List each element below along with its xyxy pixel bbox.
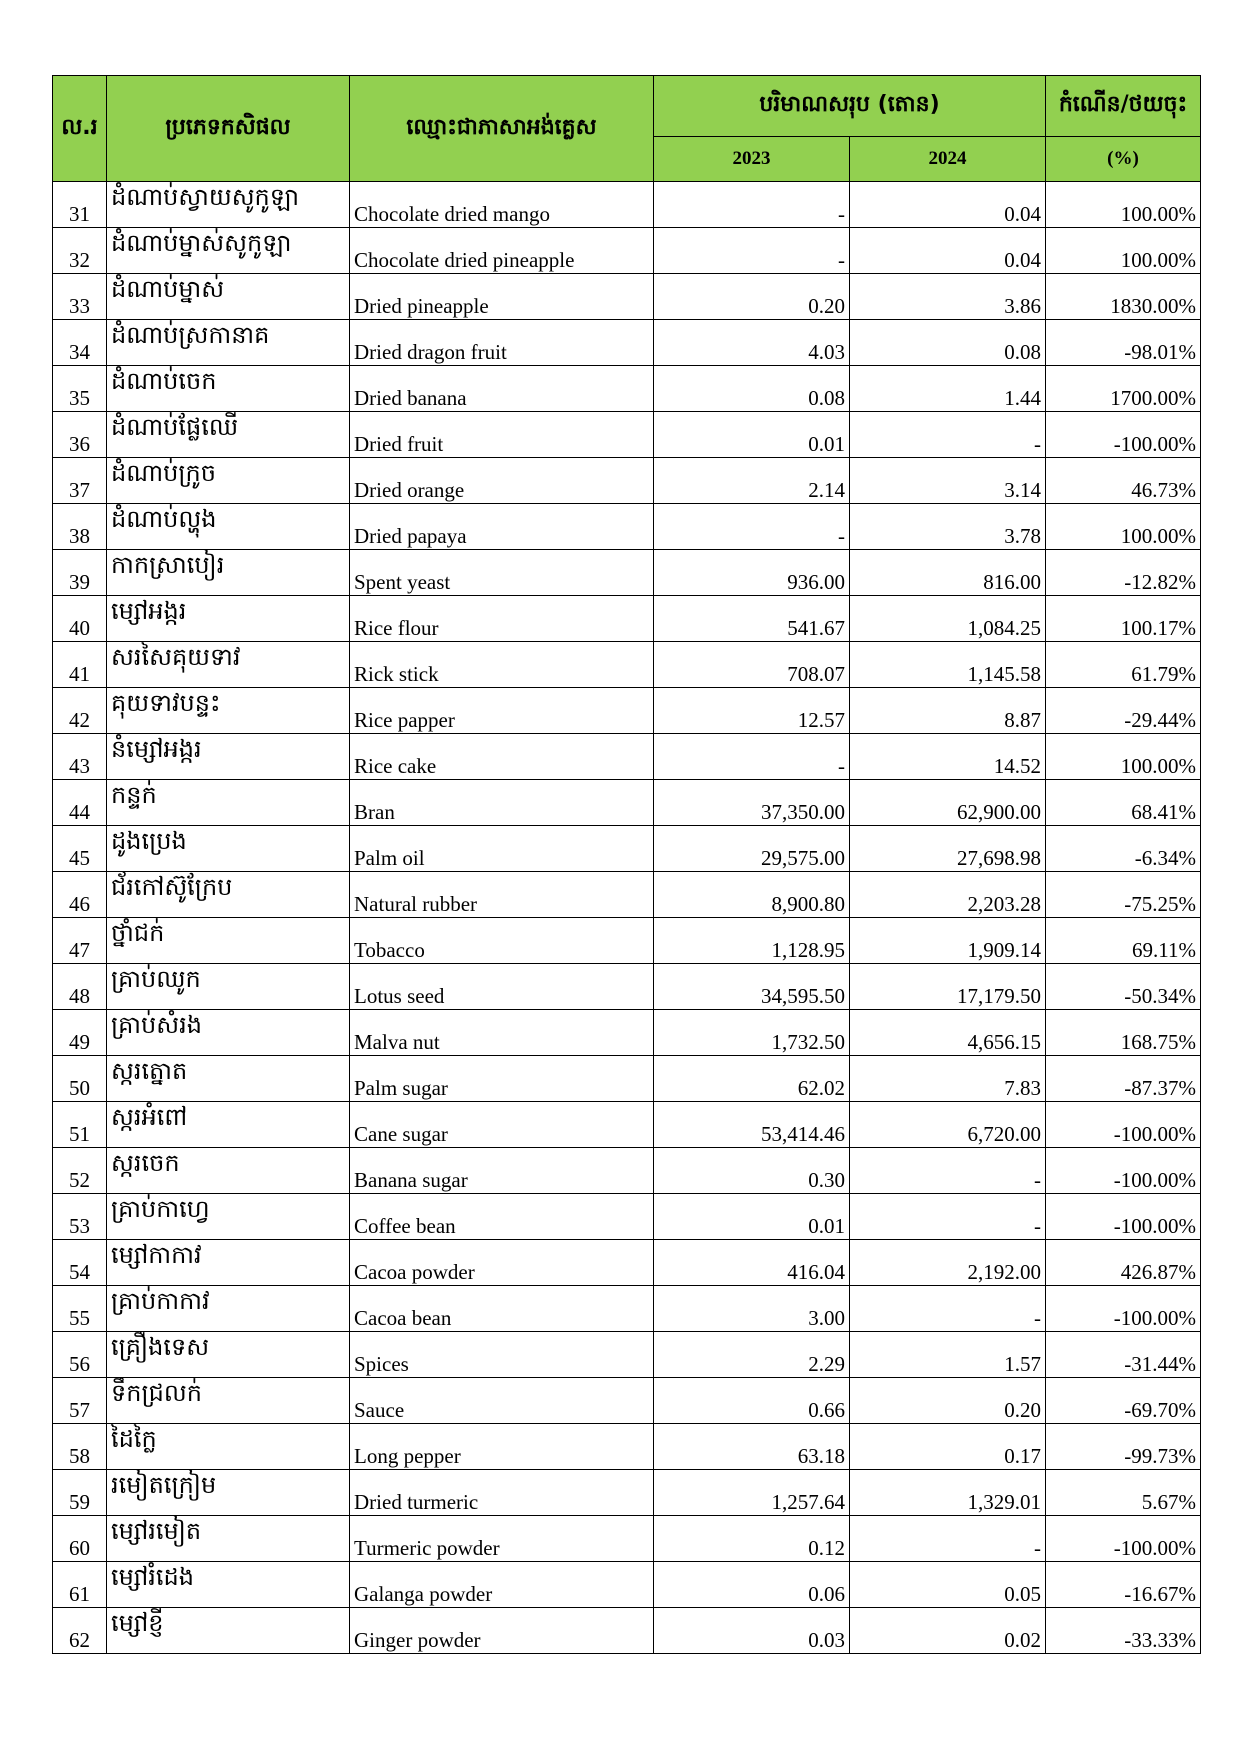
cell-growth-percent: -16.67%	[1046, 1562, 1201, 1608]
table-row	[53, 872, 1201, 918]
table-row	[53, 458, 1201, 504]
table-row	[53, 1102, 1201, 1148]
cell-volume-2024: 0.05	[850, 1562, 1046, 1608]
cell-volume-2023: 53,414.46	[654, 1102, 850, 1148]
table-body	[53, 182, 1201, 1654]
col-header-english-name: ឈ្មោះជាភាសាអង់គ្លេស	[350, 76, 654, 182]
cell-volume-2023: 12.57	[654, 688, 850, 734]
table-row	[53, 780, 1201, 826]
cell-english-name: Rice flour	[350, 596, 654, 642]
cell-no: 33	[53, 274, 107, 320]
cell-english-name: Dried papaya	[350, 504, 654, 550]
table-row	[53, 1470, 1201, 1516]
cell-product-type: គ្រឿងទេស	[107, 1332, 350, 1378]
cell-english-name: Long pepper	[350, 1424, 654, 1470]
cell-english-name: Chocolate dried pineapple	[350, 228, 654, 274]
cell-no: 42	[53, 688, 107, 734]
cell-product-type: ទឹកជ្រលក់	[107, 1378, 350, 1424]
cell-no: 43	[53, 734, 107, 780]
cell-growth-percent: -99.73%	[1046, 1424, 1201, 1470]
col-header-product-type: ប្រភេទកសិផល	[107, 76, 350, 182]
cell-english-name: Chocolate dried mango	[350, 182, 654, 228]
cell-growth-percent: 1700.00%	[1046, 366, 1201, 412]
cell-no: 39	[53, 550, 107, 596]
cell-volume-2023: -	[654, 182, 850, 228]
col-header-growth: កំណើន/ថយចុះ	[1046, 76, 1201, 137]
cell-product-type: គុយទាវបន្ទះ	[107, 688, 350, 734]
cell-growth-percent: -100.00%	[1046, 1286, 1201, 1332]
cell-growth-percent: 168.75%	[1046, 1010, 1201, 1056]
cell-growth-percent: -100.00%	[1046, 412, 1201, 458]
cell-english-name: Palm oil	[350, 826, 654, 872]
cell-english-name: Natural rubber	[350, 872, 654, 918]
table-row	[53, 1286, 1201, 1332]
cell-product-type: គ្រាប់កាកាវ	[107, 1286, 350, 1332]
cell-no: 48	[53, 964, 107, 1010]
col-header-year-2023: 2023	[654, 137, 850, 182]
cell-volume-2024: 0.17	[850, 1424, 1046, 1470]
cell-volume-2023: 8,900.80	[654, 872, 850, 918]
cell-english-name: Bran	[350, 780, 654, 826]
cell-growth-percent: -69.70%	[1046, 1378, 1201, 1424]
cell-volume-2024: 7.83	[850, 1056, 1046, 1102]
cell-no: 34	[53, 320, 107, 366]
cell-growth-percent: 5.67%	[1046, 1470, 1201, 1516]
cell-no: 32	[53, 228, 107, 274]
cell-product-type: ដំណាប់ក្រូច	[107, 458, 350, 504]
cell-growth-percent: 100.00%	[1046, 228, 1201, 274]
cell-english-name: Dried orange	[350, 458, 654, 504]
cell-english-name: Cane sugar	[350, 1102, 654, 1148]
cell-volume-2024: 4,656.15	[850, 1010, 1046, 1056]
cell-english-name: Tobacco	[350, 918, 654, 964]
table-row	[53, 1010, 1201, 1056]
cell-english-name: Rice cake	[350, 734, 654, 780]
cell-volume-2024: 1,329.01	[850, 1470, 1046, 1516]
cell-english-name: Turmeric powder	[350, 1516, 654, 1562]
cell-volume-2023: -	[654, 734, 850, 780]
table-row	[53, 1516, 1201, 1562]
cell-volume-2024: 2,192.00	[850, 1240, 1046, 1286]
cell-volume-2023: 0.01	[654, 1194, 850, 1240]
cell-volume-2023: 37,350.00	[654, 780, 850, 826]
cell-product-type: គ្រាប់សំរង	[107, 1010, 350, 1056]
cell-growth-percent: 100.00%	[1046, 504, 1201, 550]
table-row	[53, 642, 1201, 688]
cell-product-type: ជ័រកៅស៊ូក្រែប	[107, 872, 350, 918]
cell-volume-2023: 708.07	[654, 642, 850, 688]
cell-growth-percent: -75.25%	[1046, 872, 1201, 918]
cell-growth-percent: -29.44%	[1046, 688, 1201, 734]
cell-volume-2023: 0.30	[654, 1148, 850, 1194]
cell-product-type: ស្ករត្នោត	[107, 1056, 350, 1102]
table-row	[53, 1194, 1201, 1240]
cell-no: 51	[53, 1102, 107, 1148]
cell-english-name: Spent yeast	[350, 550, 654, 596]
table-row	[53, 182, 1201, 228]
cell-product-type: ដំណាប់ម្នាស់សូកូឡា	[107, 228, 350, 274]
cell-volume-2024: 0.08	[850, 320, 1046, 366]
cell-volume-2023: 1,128.95	[654, 918, 850, 964]
cell-growth-percent: -33.33%	[1046, 1608, 1201, 1654]
table-row	[53, 1240, 1201, 1286]
cell-product-type: ដូងប្រេង	[107, 826, 350, 872]
cell-volume-2023: 1,732.50	[654, 1010, 850, 1056]
cell-no: 38	[53, 504, 107, 550]
cell-product-type: ដំណាប់ស្រកានាគ	[107, 320, 350, 366]
cell-no: 36	[53, 412, 107, 458]
cell-no: 62	[53, 1608, 107, 1654]
cell-volume-2023: 63.18	[654, 1424, 850, 1470]
table-row	[53, 1608, 1201, 1654]
cell-volume-2023: 0.06	[654, 1562, 850, 1608]
cell-growth-percent: -50.34%	[1046, 964, 1201, 1010]
cell-growth-percent: 100.00%	[1046, 734, 1201, 780]
cell-product-type: ម្សៅរំដេង	[107, 1562, 350, 1608]
cell-volume-2023: 1,257.64	[654, 1470, 850, 1516]
cell-growth-percent: -100.00%	[1046, 1516, 1201, 1562]
cell-growth-percent: -100.00%	[1046, 1194, 1201, 1240]
cell-growth-percent: -31.44%	[1046, 1332, 1201, 1378]
cell-product-type: ម្សៅខ្ញី	[107, 1608, 350, 1654]
cell-volume-2023: 3.00	[654, 1286, 850, 1332]
cell-volume-2024: 1.57	[850, 1332, 1046, 1378]
cell-volume-2024: 1.44	[850, 366, 1046, 412]
table-row	[53, 734, 1201, 780]
cell-volume-2024: -	[850, 1194, 1046, 1240]
cell-product-type: ដៃក្លៃ	[107, 1424, 350, 1470]
cell-product-type: នំម្សៅអង្ករ	[107, 734, 350, 780]
table-row	[53, 550, 1201, 596]
cell-growth-percent: 100.00%	[1046, 182, 1201, 228]
cell-product-type: ម្សៅអង្ករ	[107, 596, 350, 642]
cell-volume-2024: 6,720.00	[850, 1102, 1046, 1148]
cell-volume-2023: 2.29	[654, 1332, 850, 1378]
cell-product-type: សរសៃគុយទាវ	[107, 642, 350, 688]
cell-english-name: Cacoa bean	[350, 1286, 654, 1332]
cell-product-type: ស្ករអំពៅ	[107, 1102, 350, 1148]
cell-no: 57	[53, 1378, 107, 1424]
cell-no: 54	[53, 1240, 107, 1286]
table-row	[53, 1332, 1201, 1378]
cell-product-type: កាកស្រាបៀរ	[107, 550, 350, 596]
cell-volume-2024: 0.04	[850, 182, 1046, 228]
cell-product-type: ដំណាប់ល្ហុង	[107, 504, 350, 550]
cell-volume-2024: -	[850, 412, 1046, 458]
cell-no: 53	[53, 1194, 107, 1240]
cell-volume-2023: 4.03	[654, 320, 850, 366]
cell-volume-2024: 0.02	[850, 1608, 1046, 1654]
cell-growth-percent: -12.82%	[1046, 550, 1201, 596]
cell-english-name: Banana sugar	[350, 1148, 654, 1194]
cell-no: 50	[53, 1056, 107, 1102]
cell-volume-2024: 27,698.98	[850, 826, 1046, 872]
cell-volume-2023: 0.03	[654, 1608, 850, 1654]
cell-product-type: ដំណាប់ស្វាយសូកូឡា	[107, 182, 350, 228]
cell-no: 55	[53, 1286, 107, 1332]
cell-no: 59	[53, 1470, 107, 1516]
cell-product-type: ដំណាប់ម្នាស់	[107, 274, 350, 320]
cell-no: 35	[53, 366, 107, 412]
table-row	[53, 1378, 1201, 1424]
cell-english-name: Cacoa powder	[350, 1240, 654, 1286]
cell-english-name: Rice papper	[350, 688, 654, 734]
cell-english-name: Ginger powder	[350, 1608, 654, 1654]
cell-english-name: Dried banana	[350, 366, 654, 412]
col-header-total-volume: បរិមាណសរុប (តោន)	[654, 76, 1046, 137]
cell-volume-2024: 3.86	[850, 274, 1046, 320]
cell-english-name: Palm sugar	[350, 1056, 654, 1102]
cell-product-type: រមៀតក្រៀម	[107, 1470, 350, 1516]
cell-no: 40	[53, 596, 107, 642]
cell-growth-percent: -6.34%	[1046, 826, 1201, 872]
table-row	[53, 1424, 1201, 1470]
cell-volume-2023: 0.66	[654, 1378, 850, 1424]
cell-volume-2024: 17,179.50	[850, 964, 1046, 1010]
cell-english-name: Malva nut	[350, 1010, 654, 1056]
cell-volume-2023: 0.20	[654, 274, 850, 320]
cell-volume-2023: 34,595.50	[654, 964, 850, 1010]
cell-product-type: ដំណាប់ចេក	[107, 366, 350, 412]
cell-product-type: ថ្នាំជក់	[107, 918, 350, 964]
cell-english-name: Dried dragon fruit	[350, 320, 654, 366]
cell-volume-2024: -	[850, 1286, 1046, 1332]
cell-growth-percent: 61.79%	[1046, 642, 1201, 688]
cell-volume-2024: 3.78	[850, 504, 1046, 550]
cell-volume-2023: 541.67	[654, 596, 850, 642]
cell-volume-2024: -	[850, 1516, 1046, 1562]
cell-volume-2023: 416.04	[654, 1240, 850, 1286]
cell-growth-percent: 46.73%	[1046, 458, 1201, 504]
cell-volume-2023: 62.02	[654, 1056, 850, 1102]
cell-volume-2024: 8.87	[850, 688, 1046, 734]
cell-product-type: ស្ករចេក	[107, 1148, 350, 1194]
table-row	[53, 504, 1201, 550]
cell-volume-2024: 62,900.00	[850, 780, 1046, 826]
cell-volume-2023: -	[654, 228, 850, 274]
cell-no: 61	[53, 1562, 107, 1608]
cell-no: 31	[53, 182, 107, 228]
cell-product-type: ម្សៅរមៀត	[107, 1516, 350, 1562]
cell-english-name: Spices	[350, 1332, 654, 1378]
col-header-year-2024: 2024	[850, 137, 1046, 182]
cell-growth-percent: 68.41%	[1046, 780, 1201, 826]
cell-volume-2023: 0.12	[654, 1516, 850, 1562]
cell-product-type: ដំណាប់ផ្លែឈើ	[107, 412, 350, 458]
col-header-no: ល.រ	[53, 76, 107, 182]
cell-volume-2024: -	[850, 1148, 1046, 1194]
cell-english-name: Lotus seed	[350, 964, 654, 1010]
cell-english-name: Dried pineapple	[350, 274, 654, 320]
cell-no: 45	[53, 826, 107, 872]
table-row	[53, 366, 1201, 412]
cell-volume-2024: 2,203.28	[850, 872, 1046, 918]
table-row	[53, 274, 1201, 320]
table-row	[53, 964, 1201, 1010]
cell-volume-2023: -	[654, 504, 850, 550]
cell-no: 52	[53, 1148, 107, 1194]
cell-growth-percent: -98.01%	[1046, 320, 1201, 366]
cell-no: 60	[53, 1516, 107, 1562]
cell-volume-2023: 0.01	[654, 412, 850, 458]
cell-growth-percent: 69.11%	[1046, 918, 1201, 964]
cell-english-name: Dried turmeric	[350, 1470, 654, 1516]
cell-growth-percent: -87.37%	[1046, 1056, 1201, 1102]
table-row	[53, 1562, 1201, 1608]
cell-no: 56	[53, 1332, 107, 1378]
cell-no: 44	[53, 780, 107, 826]
cell-product-type: គ្រាប់កាហ្វេ	[107, 1194, 350, 1240]
table-header	[53, 76, 1201, 182]
cell-no: 47	[53, 918, 107, 964]
cell-volume-2024: 1,145.58	[850, 642, 1046, 688]
table-row	[53, 1148, 1201, 1194]
table-row	[53, 320, 1201, 366]
cell-no: 46	[53, 872, 107, 918]
cell-product-type: កន្ទក់	[107, 780, 350, 826]
cell-volume-2024: 1,909.14	[850, 918, 1046, 964]
cell-growth-percent: 426.87%	[1046, 1240, 1201, 1286]
table-row	[53, 1056, 1201, 1102]
cell-volume-2023: 0.08	[654, 366, 850, 412]
cell-growth-percent: -100.00%	[1046, 1148, 1201, 1194]
cell-product-type: ម្សៅកាកាវ	[107, 1240, 350, 1286]
cell-volume-2024: 0.20	[850, 1378, 1046, 1424]
cell-no: 41	[53, 642, 107, 688]
table-row	[53, 596, 1201, 642]
cell-growth-percent: -100.00%	[1046, 1102, 1201, 1148]
cell-volume-2023: 936.00	[654, 550, 850, 596]
cell-volume-2023: 2.14	[654, 458, 850, 504]
table-row	[53, 412, 1201, 458]
cell-growth-percent: 1830.00%	[1046, 274, 1201, 320]
cell-growth-percent: 100.17%	[1046, 596, 1201, 642]
col-header-percent: (%)	[1046, 137, 1201, 182]
cell-no: 49	[53, 1010, 107, 1056]
cell-english-name: Sauce	[350, 1378, 654, 1424]
cell-english-name: Coffee bean	[350, 1194, 654, 1240]
cell-volume-2024: 1,084.25	[850, 596, 1046, 642]
cell-no: 58	[53, 1424, 107, 1470]
cell-product-type: គ្រាប់ឈូក	[107, 964, 350, 1010]
cell-english-name: Galanga powder	[350, 1562, 654, 1608]
cell-volume-2024: 3.14	[850, 458, 1046, 504]
export-volume-table	[52, 75, 1201, 1654]
cell-volume-2023: 29,575.00	[654, 826, 850, 872]
table-row	[53, 228, 1201, 274]
table-row	[53, 918, 1201, 964]
cell-english-name: Rick stick	[350, 642, 654, 688]
cell-volume-2024: 0.04	[850, 228, 1046, 274]
cell-no: 37	[53, 458, 107, 504]
cell-volume-2024: 816.00	[850, 550, 1046, 596]
table-row	[53, 688, 1201, 734]
table-row	[53, 826, 1201, 872]
cell-volume-2024: 14.52	[850, 734, 1046, 780]
cell-english-name: Dried fruit	[350, 412, 654, 458]
